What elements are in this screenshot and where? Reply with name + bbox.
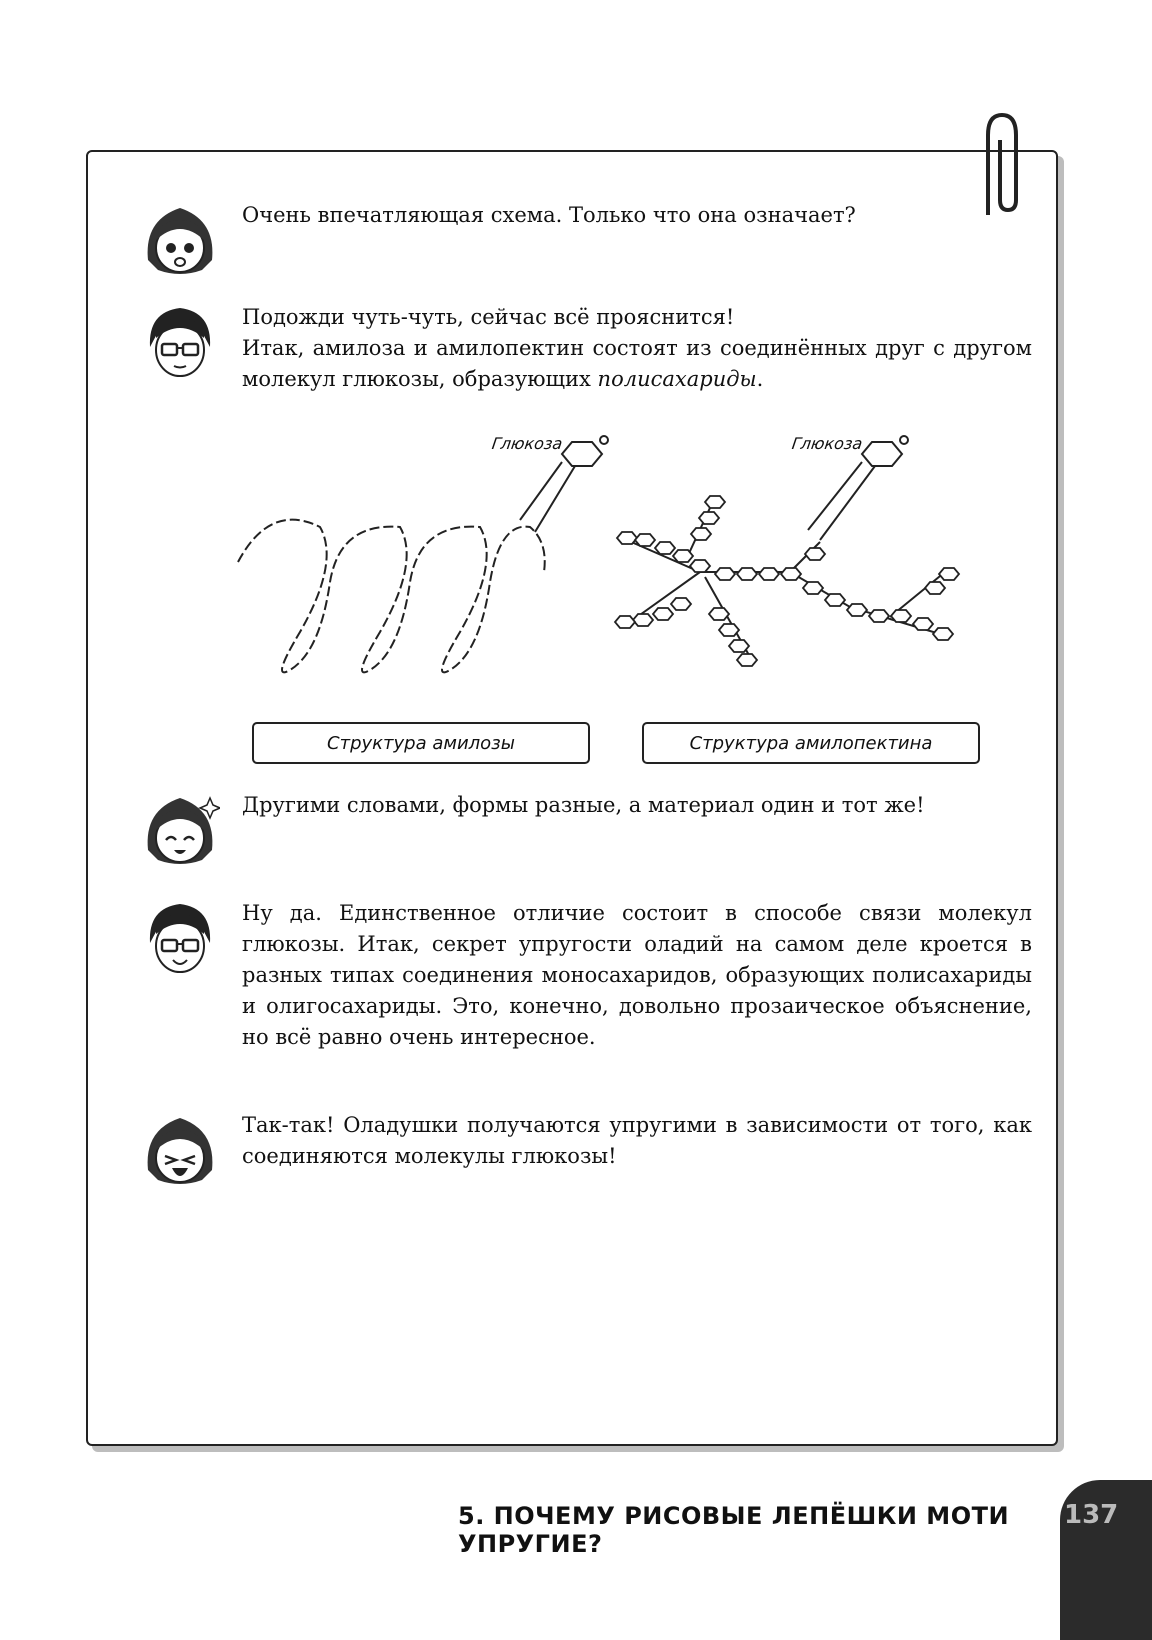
page-number: 137 xyxy=(1064,1500,1119,1530)
glucose-label-right: Глюкоза xyxy=(790,434,864,453)
girl-excited-icon xyxy=(140,1110,220,1190)
caption-amylose: Структура амилозы xyxy=(252,722,590,764)
glucose-structure-diagram xyxy=(230,432,1010,762)
chapter-title: 5. ПОЧЕМУ РИСОВЫЕ ЛЕПЁШКИ МОТИ УПРУГИЕ? xyxy=(458,1502,1010,1558)
girl-happy-icon xyxy=(140,790,220,870)
boy-glasses-icon xyxy=(140,302,220,382)
glucose-label-left: Глюкоза xyxy=(490,434,564,453)
dialogue-text-2-line2: Итак, амилоза и амилопектин состоят из соединённых друг с другом молекул глюкозы, образующих полисахариды. xyxy=(242,336,1032,391)
caption-amylopectin: Структура амилопектина xyxy=(642,722,980,764)
boy-glasses-smile-icon xyxy=(140,898,220,978)
dialogue-text-2 xyxy=(242,302,1032,395)
dialogue-text-1: Очень впечатляющая схема. Только что она означает? xyxy=(242,203,856,227)
dialogue-text-3: Другими словами, формы разные, а материал один и тот же! xyxy=(242,793,925,817)
girl-surprised-icon xyxy=(140,200,220,280)
dialogue-text-4: Ну да. Единственное отличие состоит в способе связи молекул глюкозы. Итак, секрет упругости оладий на самом деле кроется в разных типах соединения моносахаридов, образующих полисахариды и олигосахариды. Это, конечно, довольно прозаическое объяснение, но всё равно очень интересное. xyxy=(242,901,1032,1049)
dialogue-text-2-line1: Подожди чуть-чуть, сейчас всё прояснится! xyxy=(242,305,735,329)
dialogue-text-5: Так-так! Оладушки получаются упругими в зависимости от того, как соединяются молекулы глюкозы! xyxy=(242,1113,1032,1168)
amylose-amylopectin-drawing xyxy=(230,432,1010,762)
